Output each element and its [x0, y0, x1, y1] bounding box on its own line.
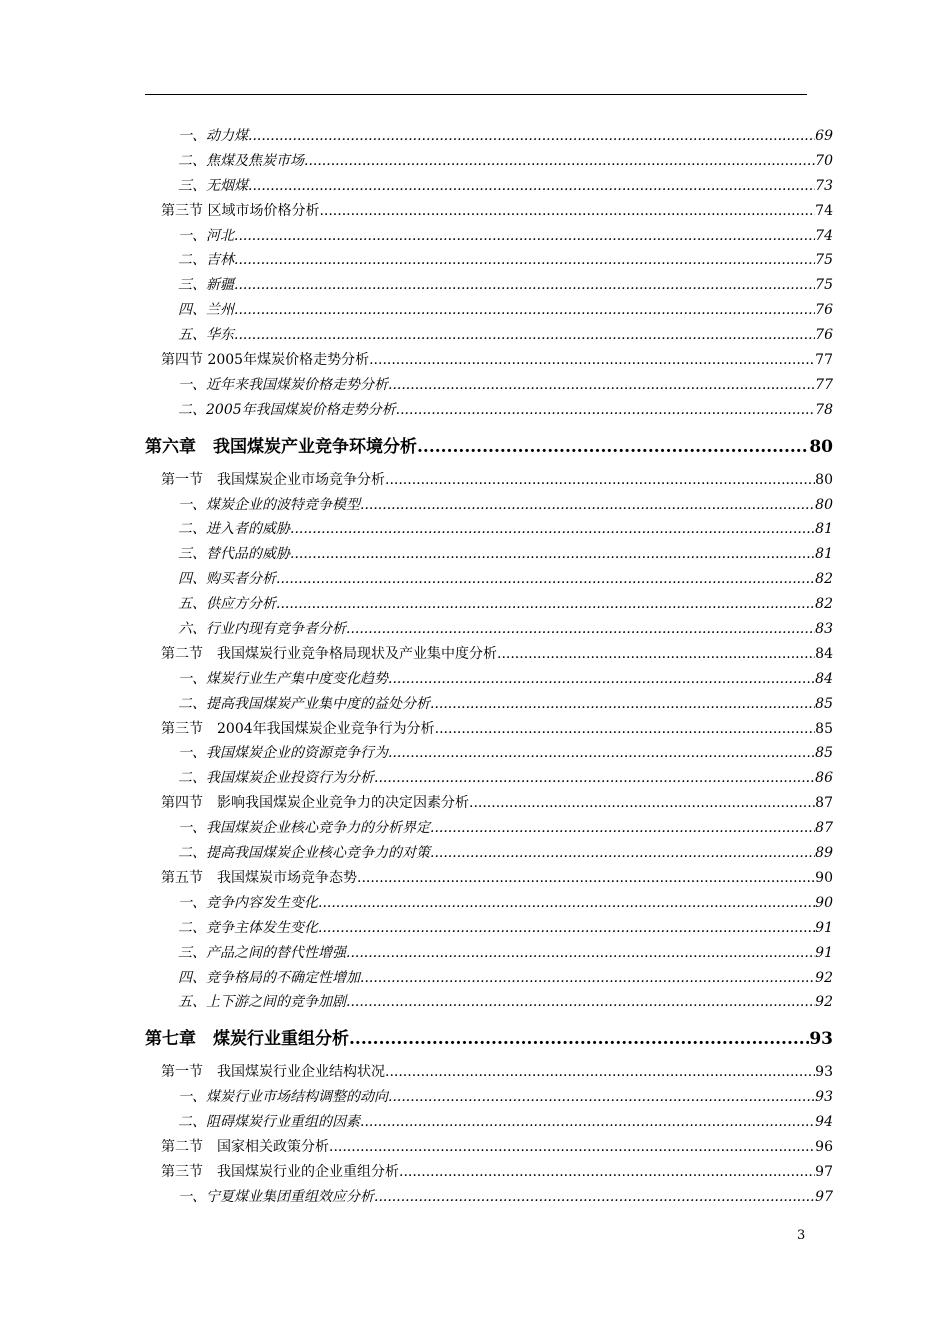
toc-entry-label: 一、煤炭企业的波特竞争模型 [178, 496, 360, 513]
toc-subsection[interactable] [145, 766, 833, 791]
toc-dot-leader [385, 468, 815, 493]
toc-dot-leader [388, 1085, 815, 1110]
toc-entry-label: 第六章 我国煤炭产业竞争环境分析 [145, 436, 417, 457]
toc-dot-leader [469, 791, 815, 816]
toc-dot-leader [417, 429, 809, 465]
page-number: 3 [797, 1228, 806, 1243]
toc-entry-page: 78 [815, 401, 833, 418]
toc-entry-label: 一、我国煤炭企业的资源竞争行为 [178, 745, 388, 762]
table-of-contents [145, 124, 833, 1210]
toc-dot-leader [360, 966, 815, 991]
toc-subsection[interactable] [145, 224, 833, 249]
toc-subsection[interactable] [145, 617, 833, 642]
toc-entry-page: 86 [815, 770, 833, 787]
toc-entry-label: 二、阻碍煤炭行业重组的因素 [178, 1114, 360, 1131]
toc-entry-label: 二、竞争主体发生变化 [178, 919, 318, 936]
toc-entry-page: 81 [815, 521, 833, 538]
toc-entry-page: 74 [815, 202, 833, 219]
toc-subsection[interactable] [145, 916, 833, 941]
toc-entry-page: 80 [809, 436, 833, 457]
toc-section[interactable] [145, 348, 833, 373]
toc-subsection[interactable] [145, 174, 833, 199]
toc-entry-label: 第一节 我国煤炭行业企业结构状况 [161, 1064, 385, 1081]
toc-entry-page: 80 [815, 496, 833, 513]
toc-dot-leader [234, 298, 815, 323]
toc-subsection[interactable] [145, 149, 833, 174]
toc-entry-label: 二、2005年我国煤炭价格走势分析 [178, 401, 396, 418]
toc-chapter[interactable] [145, 429, 833, 465]
toc-entry-label: 一、竞争内容发生变化 [178, 894, 318, 911]
toc-dot-leader [349, 1021, 809, 1057]
toc-entry-label: 二、提高我国煤炭企业核心竞争力的对策 [178, 845, 430, 862]
toc-entry-page: 81 [815, 546, 833, 563]
toc-entry-label: 三、新疆 [178, 277, 234, 294]
toc-dot-leader [360, 493, 815, 518]
toc-entry-page: 90 [815, 894, 833, 911]
toc-dot-leader [346, 941, 815, 966]
toc-entry-label: 一、动力煤 [178, 128, 248, 144]
toc-entry-label: 二、我国煤炭企业投资行为分析 [178, 770, 374, 787]
toc-entry-page: 93 [815, 1064, 833, 1081]
toc-dot-leader [290, 517, 815, 542]
toc-entry-page: 84 [815, 645, 833, 662]
toc-subsection[interactable] [145, 323, 833, 348]
toc-dot-leader [346, 990, 815, 1015]
toc-entry-label: 第二节 国家相关政策分析 [161, 1138, 329, 1155]
toc-entry-label: 一、我国煤炭企业核心竞争力的分析界定 [178, 820, 430, 837]
toc-dot-leader [435, 717, 816, 742]
toc-subsection[interactable] [145, 966, 833, 991]
toc-entry-label: 三、无烟煤 [178, 177, 248, 194]
toc-entry-label: 一、煤炭行业市场结构调整的动向 [178, 1089, 388, 1106]
toc-subsection[interactable] [145, 990, 833, 1015]
toc-entry-label: 一、煤炭行业生产集中度变化趋势 [178, 670, 388, 687]
toc-entry-page: 93 [815, 1089, 833, 1106]
toc-entry-label: 一、宁夏煤业集团重组效应分析 [178, 1188, 374, 1205]
toc-dot-leader [497, 642, 815, 667]
toc-entry-label: 四、兰州 [178, 302, 234, 319]
toc-entry-label: 四、购买者分析 [178, 571, 276, 588]
toc-entry-page: 73 [815, 177, 833, 194]
toc-dot-leader [396, 398, 816, 423]
toc-dot-leader [374, 766, 815, 791]
toc-entry-label: 二、吉林 [178, 252, 234, 269]
toc-entry-page: 75 [815, 277, 833, 294]
toc-dot-leader [369, 348, 815, 373]
toc-entry-page: 75 [815, 252, 833, 269]
toc-entry-label: 第三节 2004年我国煤炭企业竞争行为分析 [161, 720, 435, 737]
toc-dot-leader [357, 866, 815, 891]
toc-entry-label: 第三节 区域市场价格分析 [161, 202, 320, 219]
toc-entry-page: 70 [815, 152, 833, 169]
toc-dot-leader [304, 149, 815, 174]
toc-entry-label: 第四节 2005年煤炭价格走势分析 [161, 352, 370, 369]
toc-dot-leader [374, 1185, 815, 1210]
toc-entry-label: 二、焦煤及焦炭市场 [178, 152, 304, 169]
toc-section[interactable] [145, 1060, 833, 1085]
toc-dot-leader [346, 617, 815, 642]
toc-entry-page: 89 [815, 845, 833, 862]
toc-dot-leader [430, 841, 815, 866]
toc-entry-label: 二、提高我国煤炭产业集中度的益处分析 [178, 695, 430, 712]
toc-entry-page: 96 [815, 1138, 833, 1155]
toc-entry-page: 85 [815, 720, 833, 737]
toc-entry-page: 82 [815, 571, 833, 588]
toc-entry-page: 74 [815, 227, 833, 244]
toc-dot-leader [430, 692, 815, 717]
toc-entry-page: 82 [815, 596, 833, 613]
toc-entry-page: 92 [815, 969, 833, 986]
toc-entry-page: 69 [815, 128, 833, 144]
toc-entry-page: 91 [815, 944, 833, 961]
toc-dot-leader [399, 1160, 815, 1185]
toc-subsection[interactable] [145, 273, 833, 298]
toc-subsection[interactable] [145, 1110, 833, 1135]
toc-dot-leader [234, 224, 815, 249]
toc-entry-label: 一、河北 [178, 227, 234, 244]
toc-subsection[interactable] [145, 398, 833, 423]
toc-entry-page: 76 [815, 302, 833, 319]
toc-entry-page: 85 [815, 695, 833, 712]
toc-subsection[interactable] [145, 891, 833, 916]
toc-subsection[interactable] [145, 592, 833, 617]
toc-chapter[interactable] [145, 1021, 833, 1057]
toc-dot-leader [385, 1060, 815, 1085]
toc-dot-leader [248, 124, 815, 149]
header-rule [145, 94, 807, 95]
toc-subsection[interactable] [145, 1085, 833, 1110]
toc-dot-leader [319, 199, 815, 224]
toc-entry-page: 92 [815, 994, 833, 1011]
toc-subsection[interactable] [145, 542, 833, 567]
toc-section[interactable] [145, 468, 833, 493]
toc-subsection[interactable] [145, 373, 833, 398]
toc-subsection[interactable] [145, 816, 833, 841]
toc-entry-label: 第五节 我国煤炭市场竞争态势 [161, 869, 357, 886]
toc-subsection[interactable] [145, 493, 833, 518]
toc-subsection[interactable] [145, 298, 833, 323]
toc-entry-page: 80 [815, 471, 833, 488]
toc-entry-page: 77 [815, 376, 833, 393]
toc-subsection[interactable] [145, 567, 833, 592]
toc-dot-leader [276, 592, 815, 617]
toc-entry-page: 76 [815, 327, 833, 344]
toc-entry-label: 五、上下游之间的竞争加剧 [178, 994, 346, 1011]
toc-section[interactable] [145, 791, 833, 816]
toc-entry-label: 第三节 我国煤炭行业的企业重组分析 [161, 1163, 399, 1180]
toc-dot-leader [248, 174, 815, 199]
toc-entry-page: 85 [815, 745, 833, 762]
toc-entry-label: 五、华东 [178, 327, 234, 344]
toc-entry-page: 93 [809, 1029, 833, 1050]
toc-entry-label: 一、近年来我国煤炭价格走势分析 [178, 376, 388, 393]
toc-entry-label: 第二节 我国煤炭行业竞争格局现状及产业集中度分析 [161, 645, 497, 662]
toc-subsection[interactable] [145, 248, 833, 273]
toc-dot-leader [234, 248, 815, 273]
toc-entry-page: 97 [815, 1188, 833, 1205]
toc-dot-leader [290, 542, 815, 567]
toc-entry-label: 六、行业内现有竞争者分析 [178, 621, 346, 638]
toc-entry-label: 第七章 煤炭行业重组分析 [145, 1029, 349, 1050]
toc-entry-label: 二、进入者的威胁 [178, 521, 290, 538]
toc-subsection[interactable] [145, 941, 833, 966]
toc-subsection[interactable] [145, 667, 833, 692]
toc-entry-page: 84 [815, 670, 833, 687]
toc-subsection[interactable] [145, 517, 833, 542]
toc-entry-label: 五、供应方分析 [178, 596, 276, 613]
toc-dot-leader [430, 816, 815, 841]
toc-dot-leader [388, 741, 815, 766]
toc-dot-leader [234, 273, 815, 298]
toc-entry-label: 四、竞争格局的不确定性增加 [178, 969, 360, 986]
toc-entry-page: 77 [815, 352, 833, 369]
toc-entry-page: 91 [815, 919, 833, 936]
toc-subsection[interactable] [145, 841, 833, 866]
toc-entry-page: 87 [815, 795, 833, 812]
toc-section[interactable] [145, 1135, 833, 1160]
toc-entry-label: 三、产品之间的替代性增强 [178, 944, 346, 961]
toc-dot-leader [329, 1135, 815, 1160]
toc-subsection[interactable] [145, 1185, 833, 1210]
toc-subsection[interactable] [145, 124, 833, 149]
toc-dot-leader [360, 1110, 815, 1135]
toc-section[interactable] [145, 642, 833, 667]
toc-entry-label: 第一节 我国煤炭企业市场竞争分析 [161, 471, 385, 488]
toc-dot-leader [234, 323, 815, 348]
toc-dot-leader [276, 567, 815, 592]
toc-dot-leader [388, 667, 815, 692]
toc-entry-page: 90 [815, 869, 833, 886]
toc-section[interactable] [145, 1160, 833, 1185]
toc-dot-leader [318, 891, 815, 916]
toc-entry-page: 87 [815, 820, 833, 837]
toc-section[interactable] [145, 717, 833, 742]
toc-entry-label: 三、替代品的威胁 [178, 546, 290, 563]
toc-subsection[interactable] [145, 692, 833, 717]
toc-subsection[interactable] [145, 741, 833, 766]
toc-entry-page: 83 [815, 621, 833, 638]
toc-entry-page: 94 [815, 1114, 833, 1131]
toc-dot-leader [318, 916, 815, 941]
toc-section[interactable] [145, 866, 833, 891]
toc-entry-label: 第四节 影响我国煤炭企业竞争力的决定因素分析 [161, 795, 469, 812]
toc-entry-page: 97 [815, 1163, 833, 1180]
toc-dot-leader [388, 373, 815, 398]
toc-section[interactable] [145, 199, 833, 224]
